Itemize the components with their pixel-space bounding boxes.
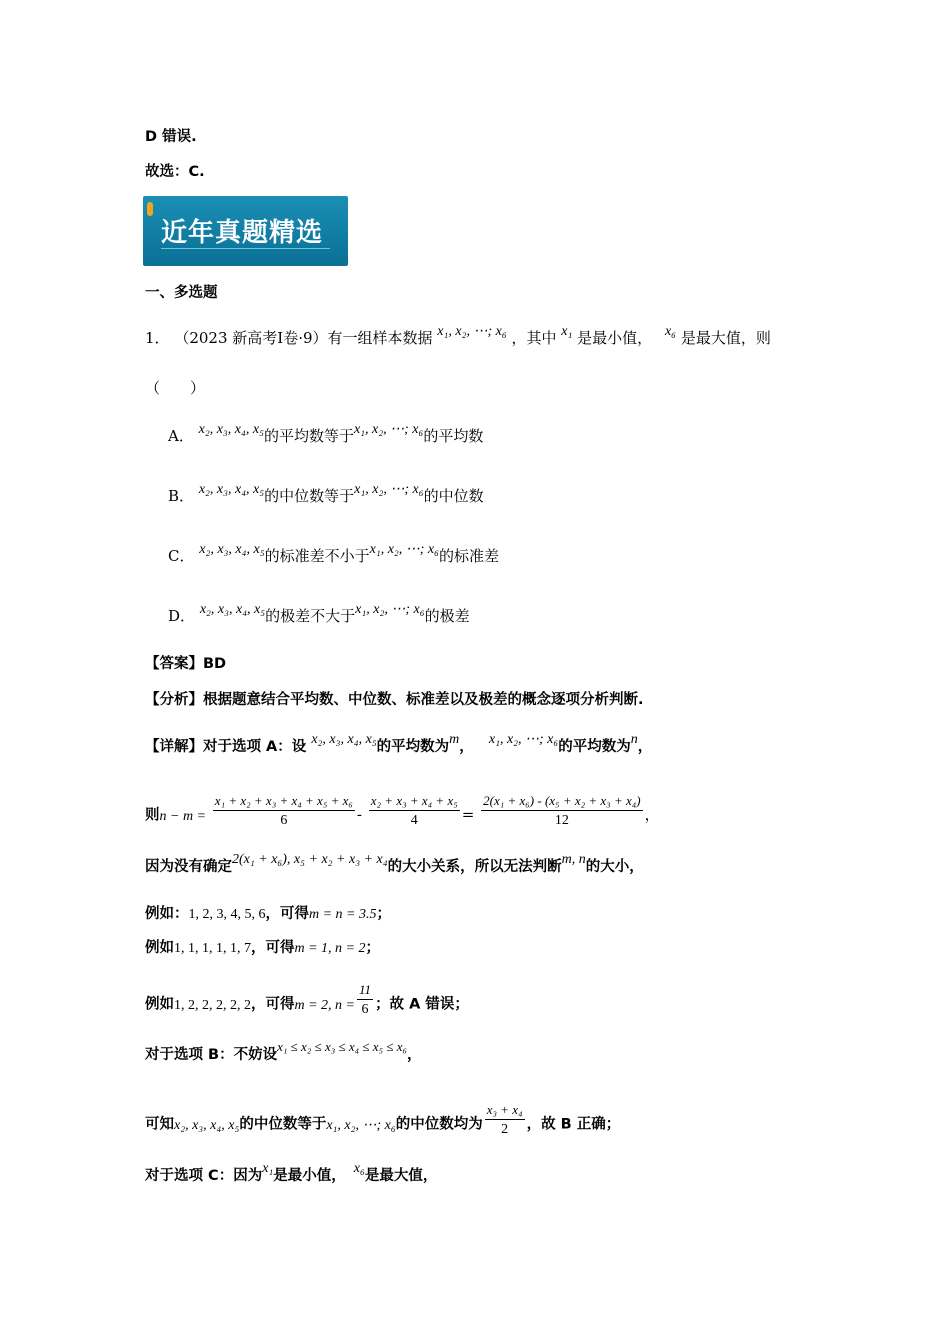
detail-text: 的平均数为 <box>558 739 631 755</box>
math-seq: x₂, x₃, x₄, x₅ <box>199 602 266 617</box>
option-text: 的平均数 <box>423 427 484 445</box>
math-seq: x₁, x₂, ⋯; x₆ <box>354 482 424 497</box>
example-result: m = 1, n = 2 <box>294 941 366 956</box>
choose-line: 故选：C. <box>145 164 205 180</box>
answer-line <box>145 653 226 675</box>
detail-text: ， <box>637 739 653 755</box>
answer-value: BD <box>203 656 227 672</box>
banner-title: 近年真题精选 <box>161 218 324 248</box>
analysis-text: 根据题意结合平均数、中位数、标准差以及极差的概念逐项分析判断. <box>203 692 644 708</box>
math-mn: m, n <box>561 852 586 867</box>
option-text: 的极差 <box>424 607 470 625</box>
analysis-tag: 【分析】 <box>145 692 203 708</box>
detail-a-line <box>145 732 653 759</box>
detail-text: 的中位数等于 <box>239 1116 327 1133</box>
math-op: - <box>356 805 362 824</box>
detail-tag: 【详解】 <box>145 739 203 755</box>
example-3 <box>145 982 469 1024</box>
detail-text: 对于选项 C：因为 <box>145 1168 263 1184</box>
answer-tag: 【答案】 <box>145 656 203 672</box>
question-stem <box>145 324 771 351</box>
detail-text: 对于选项 B：不妨设 <box>145 1047 278 1063</box>
detail-text: 例如 <box>145 940 174 956</box>
math-x6: x₆ <box>353 1161 365 1176</box>
detail-text: ，可得 <box>251 996 295 1013</box>
frac-den: 6 <box>361 1002 369 1017</box>
detail-text: 可知 <box>145 1116 174 1133</box>
math-lhs: n − m = <box>159 808 207 824</box>
frac-num: x₂ + x₃ + x₄ + x₅ <box>369 792 460 811</box>
example-result: m = 2, n = <box>294 997 356 1013</box>
option-b-conclusion <box>145 1102 621 1144</box>
frac-num: x₃ + x₄ <box>485 1101 525 1120</box>
analysis-line <box>145 689 644 711</box>
frac-num: 2(x₁ + x₆) - (x₅ + x₂ + x₃ + x₄) <box>481 792 642 811</box>
example-1 <box>145 903 391 926</box>
detail-text: ，可得 <box>251 940 295 956</box>
option-text: 的中位数等于 <box>264 487 355 505</box>
math-seq: x₂, x₃, x₄, x₅ <box>198 422 264 437</box>
fraction-3 <box>481 792 642 831</box>
min-text: 是最小值， <box>577 329 653 347</box>
detail-text: 的中位数均为 <box>395 1116 483 1133</box>
fraction-1 <box>213 792 355 831</box>
fraction-11-6 <box>357 981 373 1020</box>
option-label: A． <box>168 427 194 445</box>
d-wrong-line: D 错误. <box>145 129 197 145</box>
option-text: 的极差不大于 <box>265 607 356 625</box>
sample-sequence: x₁, x₂, ⋯; x₆ <box>437 324 507 339</box>
option-label: D． <box>168 607 196 625</box>
detail-text: 例如： <box>145 906 189 922</box>
math-seq: x₁, x₂, ⋯; x₆ <box>326 1117 396 1133</box>
math-seq: x₂, x₃, x₄, x₅ <box>199 542 265 557</box>
option-text: 的标准差 <box>439 547 500 565</box>
fraction-median <box>485 1101 525 1140</box>
max-text: 是最大值，则 <box>680 329 771 347</box>
detail-text: ，可得 <box>265 906 309 922</box>
math-expr: 2(x₁ + x₆), x₅ + x₂ + x₃ + x₄ <box>232 852 388 867</box>
math-seq: x₂, x₃, x₄, x₅ <box>198 482 265 497</box>
option-a <box>168 422 484 449</box>
math-seq: x₁, x₂, ⋯; x₆ <box>355 602 425 617</box>
section-heading: 一、多选题 <box>145 285 218 301</box>
option-c-intro <box>145 1161 438 1188</box>
math-m: m <box>449 732 460 747</box>
x6-symbol: x₆ <box>664 324 677 339</box>
fraction-2 <box>369 792 460 831</box>
option-b-intro <box>145 1039 422 1066</box>
math-seq: x₁, x₂, ⋯; x₆ <box>369 542 440 557</box>
detail-text: ；故 A 错误； <box>375 996 469 1013</box>
math-seq: x₁, x₂, ⋯; x₆ <box>353 422 424 437</box>
example-data: 1, 2, 3, 4, 5, 6 <box>188 907 266 922</box>
example-data: 1, 2, 2, 2, 2, 2 <box>174 997 251 1013</box>
detail-text: 的大小关系，所以无法判断 <box>387 859 562 875</box>
option-b <box>168 482 484 509</box>
stem-text: ，其中 <box>511 329 557 347</box>
math-n: n <box>630 732 638 747</box>
option-text: 的平均数等于 <box>263 427 354 445</box>
x1-symbol: x₁ <box>561 324 573 339</box>
section-banner <box>143 196 348 266</box>
because-line <box>145 852 644 879</box>
math-inequality: x₁ ≤ x₂ ≤ x₃ ≤ x₄ ≤ x₅ ≤ x₆ <box>277 1039 408 1054</box>
option-label: C． <box>168 547 195 565</box>
detail-text: 是最小值， <box>273 1168 346 1184</box>
math-op: = <box>461 805 475 824</box>
frac-den: 6 <box>280 813 288 828</box>
math-x1: x₁ <box>262 1161 274 1176</box>
example-result: m = n = 3.5 <box>309 907 377 922</box>
option-text: 的中位数 <box>423 487 484 505</box>
detail-text: ， <box>407 1047 422 1063</box>
question-number: 1． <box>145 329 170 347</box>
detail-text: ， <box>459 739 474 755</box>
frac-num: 11 <box>357 981 373 1000</box>
detail-text: 因为没有确定 <box>145 859 232 875</box>
option-d <box>168 602 470 629</box>
example-2 <box>145 937 380 960</box>
detail-text: ； <box>376 906 392 922</box>
detail-text: 是最大值， <box>364 1168 438 1184</box>
detail-text: 对于选项 A：设 <box>203 739 307 755</box>
frac-den: 2 <box>501 1122 509 1137</box>
detail-text: ； <box>365 940 381 956</box>
detail-text: 的平均数为 <box>376 739 450 755</box>
detail-text: 例如 <box>145 996 174 1013</box>
math-seq: x₂, x₃, x₄, x₅ <box>311 732 377 747</box>
answer-paren: （ ） <box>145 379 206 397</box>
option-c <box>168 542 500 569</box>
frac-den: 12 <box>554 813 569 828</box>
frac-den: 4 <box>410 813 418 828</box>
option-text: 的标准差不小于 <box>264 547 370 565</box>
detail-text: 则 <box>145 807 160 824</box>
banner-accent-icon <box>147 202 153 216</box>
detail-text: 的大小， <box>585 859 644 875</box>
equation-line <box>145 793 660 835</box>
example-data: 1, 1, 1, 1, 1, 7 <box>174 941 251 956</box>
detail-text: ， <box>644 805 660 824</box>
detail-text: ，故 B 正确； <box>526 1116 621 1133</box>
math-seq: x₁, x₂, ⋯; x₆ <box>488 732 559 747</box>
option-label: B． <box>168 487 195 505</box>
frac-num: x₁ + x₂ + x₃ + x₄ + x₅ + x₆ <box>213 792 355 811</box>
banner-underline <box>161 248 330 249</box>
question-source: （2023 新高考Ⅰ卷·9）有一组样本数据 <box>174 329 433 347</box>
math-seq: x₂, x₃, x₄, x₅ <box>174 1117 240 1133</box>
